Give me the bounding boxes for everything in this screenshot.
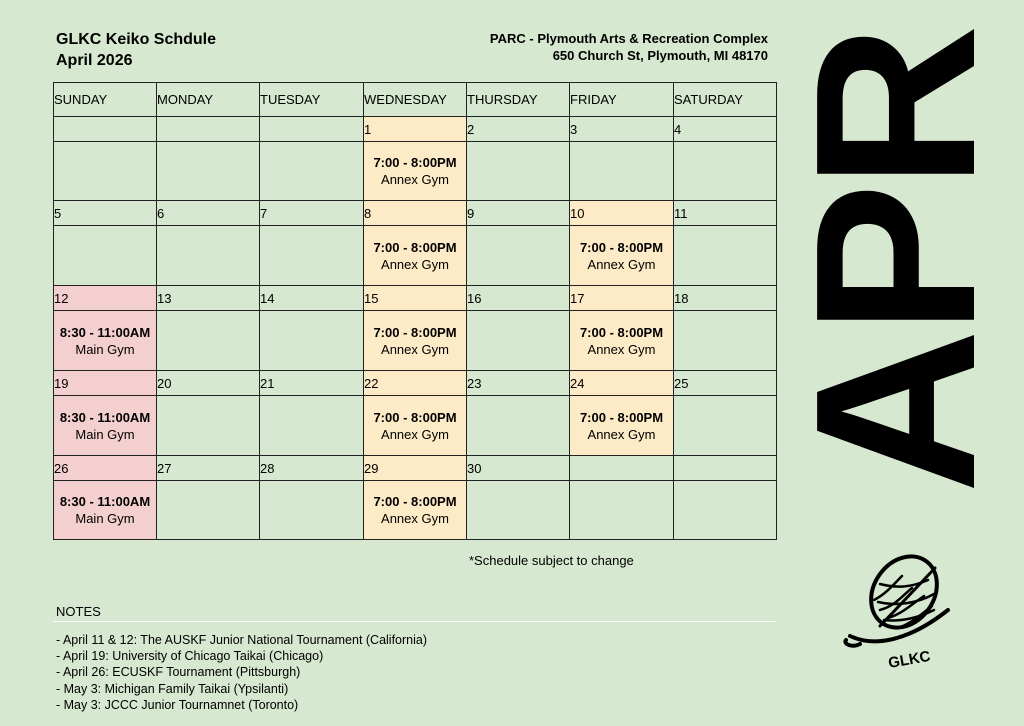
date-number: 28 — [260, 456, 364, 481]
empty-day-cell — [467, 142, 570, 201]
date-number: 18 — [674, 286, 777, 311]
date-number: 21 — [260, 371, 364, 396]
note-item: - April 11 & 12: The AUSKF Junior National Tournament (California) — [56, 633, 428, 647]
empty-day-cell — [674, 142, 777, 201]
date-number-row — [54, 371, 777, 396]
session-time: 8:30 - 11:00AM — [59, 409, 151, 425]
date-number: 12 — [54, 286, 157, 311]
practice-session-cell — [364, 142, 467, 201]
schedule-title: GLKC Keiko Schdule — [56, 31, 217, 48]
session-location: Annex Gym — [381, 172, 449, 187]
session-time: 7:00 - 8:00PM — [373, 155, 457, 170]
note-item: - May 3: JCCC Junior Tournamnet (Toronto) — [56, 697, 299, 712]
weekday-header: THURSDAY — [467, 83, 570, 117]
date-number: 24 — [570, 371, 674, 396]
notes-heading: NOTES — [56, 604, 101, 619]
date-number: 14 — [260, 286, 364, 311]
date-number: 30 — [467, 456, 570, 481]
date-number: 19 — [54, 371, 157, 396]
empty-day-cell — [157, 481, 260, 540]
empty-day-cell — [157, 226, 260, 286]
empty-day-cell — [674, 311, 777, 371]
date-number-row — [54, 286, 777, 311]
notes-list — [56, 632, 427, 713]
date-number: 29 — [364, 456, 467, 481]
month-side-label-text: APR — [769, 30, 1023, 494]
empty-day-cell — [260, 396, 364, 456]
date-number: 10 — [570, 201, 674, 226]
date-number: 20 — [157, 371, 260, 396]
session-location: Annex Gym — [381, 511, 449, 526]
calendar-table — [53, 82, 777, 540]
practice-session-cell — [54, 481, 157, 540]
session-location: Annex Gym — [381, 256, 449, 272]
location-block — [490, 30, 768, 64]
event-row — [54, 142, 777, 201]
empty-day-cell — [674, 481, 777, 540]
session-location: Annex Gym — [587, 426, 656, 442]
weekday-header: TUESDAY — [260, 83, 364, 117]
session-time: 7:00 - 8:00PM — [373, 239, 457, 255]
empty-day-cell — [467, 396, 570, 456]
date-number: 11 — [674, 201, 777, 226]
date-number-row — [54, 456, 777, 481]
date-number — [260, 117, 364, 142]
date-number — [570, 456, 674, 481]
weekday-header: SUNDAY — [54, 83, 157, 117]
session-location: Annex Gym — [381, 341, 449, 357]
date-number: 16 — [467, 286, 570, 311]
practice-session-cell — [364, 481, 467, 540]
practice-session-cell — [570, 396, 674, 456]
weekday-header: WEDNESDAY — [364, 83, 467, 117]
practice-session-cell — [54, 396, 157, 456]
date-number: 22 — [364, 371, 467, 396]
session-location: Annex Gym — [587, 341, 656, 357]
schedule-disclaimer: *Schedule subject to change — [469, 553, 634, 568]
empty-day-cell — [467, 311, 570, 371]
date-number: 7 — [260, 201, 364, 226]
practice-session-cell — [364, 311, 467, 371]
event-row — [54, 481, 777, 540]
weekday-header: FRIDAY — [570, 83, 674, 117]
event-row — [54, 396, 777, 456]
logo-text: GLKC — [886, 647, 932, 672]
practice-session-cell — [364, 226, 467, 286]
header-title-block — [56, 29, 216, 71]
session-time: 7:00 - 8:00PM — [373, 409, 457, 425]
empty-day-cell — [54, 142, 157, 201]
practice-session-cell — [364, 396, 467, 456]
date-number: 23 — [467, 371, 570, 396]
session-location: Annex Gym — [587, 256, 656, 272]
note-item: - April 26: ECUSKF Tournament (Pittsburgh) — [56, 665, 301, 680]
practice-session-cell — [570, 311, 674, 371]
practice-session-cell — [54, 311, 157, 371]
note-item: - April 19: University of Chicago Taikai (Chicago) — [56, 649, 324, 664]
date-number-row — [54, 117, 777, 142]
event-row — [54, 311, 777, 371]
empty-day-cell — [260, 311, 364, 371]
empty-day-cell — [260, 481, 364, 540]
date-number: 15 — [364, 286, 467, 311]
date-number: 2 — [467, 117, 570, 142]
empty-day-cell — [157, 396, 260, 456]
empty-day-cell — [260, 142, 364, 201]
session-location: Main Gym — [75, 341, 135, 357]
session-time: 7:00 - 8:00PM — [579, 409, 664, 425]
glkc-logo-icon — [840, 548, 960, 673]
weekday-header: MONDAY — [157, 83, 260, 117]
empty-day-cell — [570, 481, 674, 540]
empty-day-cell — [467, 481, 570, 540]
session-location: Main Gym — [75, 511, 135, 526]
session-time: 7:00 - 8:00PM — [373, 494, 457, 509]
empty-day-cell — [260, 226, 364, 286]
notes-divider — [53, 621, 776, 622]
date-number: 27 — [157, 456, 260, 481]
session-location: Annex Gym — [381, 426, 449, 442]
session-time: 8:30 - 11:00AM — [59, 324, 151, 340]
date-number-row — [54, 201, 777, 226]
date-number: 6 — [157, 201, 260, 226]
session-location: Main Gym — [75, 426, 135, 442]
date-number: 4 — [674, 117, 777, 142]
session-time: 8:30 - 11:00AM — [59, 494, 151, 509]
date-number: 9 — [467, 201, 570, 226]
empty-day-cell — [54, 226, 157, 286]
empty-day-cell — [157, 142, 260, 201]
date-number: 26 — [54, 456, 157, 481]
practice-session-cell — [570, 226, 674, 286]
date-number — [157, 117, 260, 142]
session-time: 7:00 - 8:00PM — [579, 324, 664, 340]
location-name: PARC - Plymouth Arts & Recreation Complex — [489, 31, 768, 46]
date-number: 13 — [157, 286, 260, 311]
weekday-header-row — [54, 83, 777, 117]
empty-day-cell — [157, 311, 260, 371]
session-time: 7:00 - 8:00PM — [579, 239, 664, 255]
empty-day-cell — [467, 226, 570, 286]
date-number: 17 — [570, 286, 674, 311]
date-number: 5 — [54, 201, 157, 226]
session-time: 7:00 - 8:00PM — [373, 324, 457, 340]
date-number: 1 — [364, 117, 467, 142]
event-row — [54, 226, 777, 286]
date-number: 8 — [364, 201, 467, 226]
date-number: 3 — [570, 117, 674, 142]
date-number: 25 — [674, 371, 777, 396]
date-number — [674, 456, 777, 481]
weekday-header: SATURDAY — [674, 83, 777, 117]
note-item: - May 3: Michigan Family Taikai (Ypsilanti) — [56, 681, 289, 696]
empty-day-cell — [674, 396, 777, 456]
empty-day-cell — [570, 142, 674, 201]
date-number — [54, 117, 157, 142]
empty-day-cell — [674, 226, 777, 286]
location-address: 650 Church St, Plymouth, MI 48170 — [552, 48, 768, 63]
month-year: April 2026 — [56, 52, 133, 69]
